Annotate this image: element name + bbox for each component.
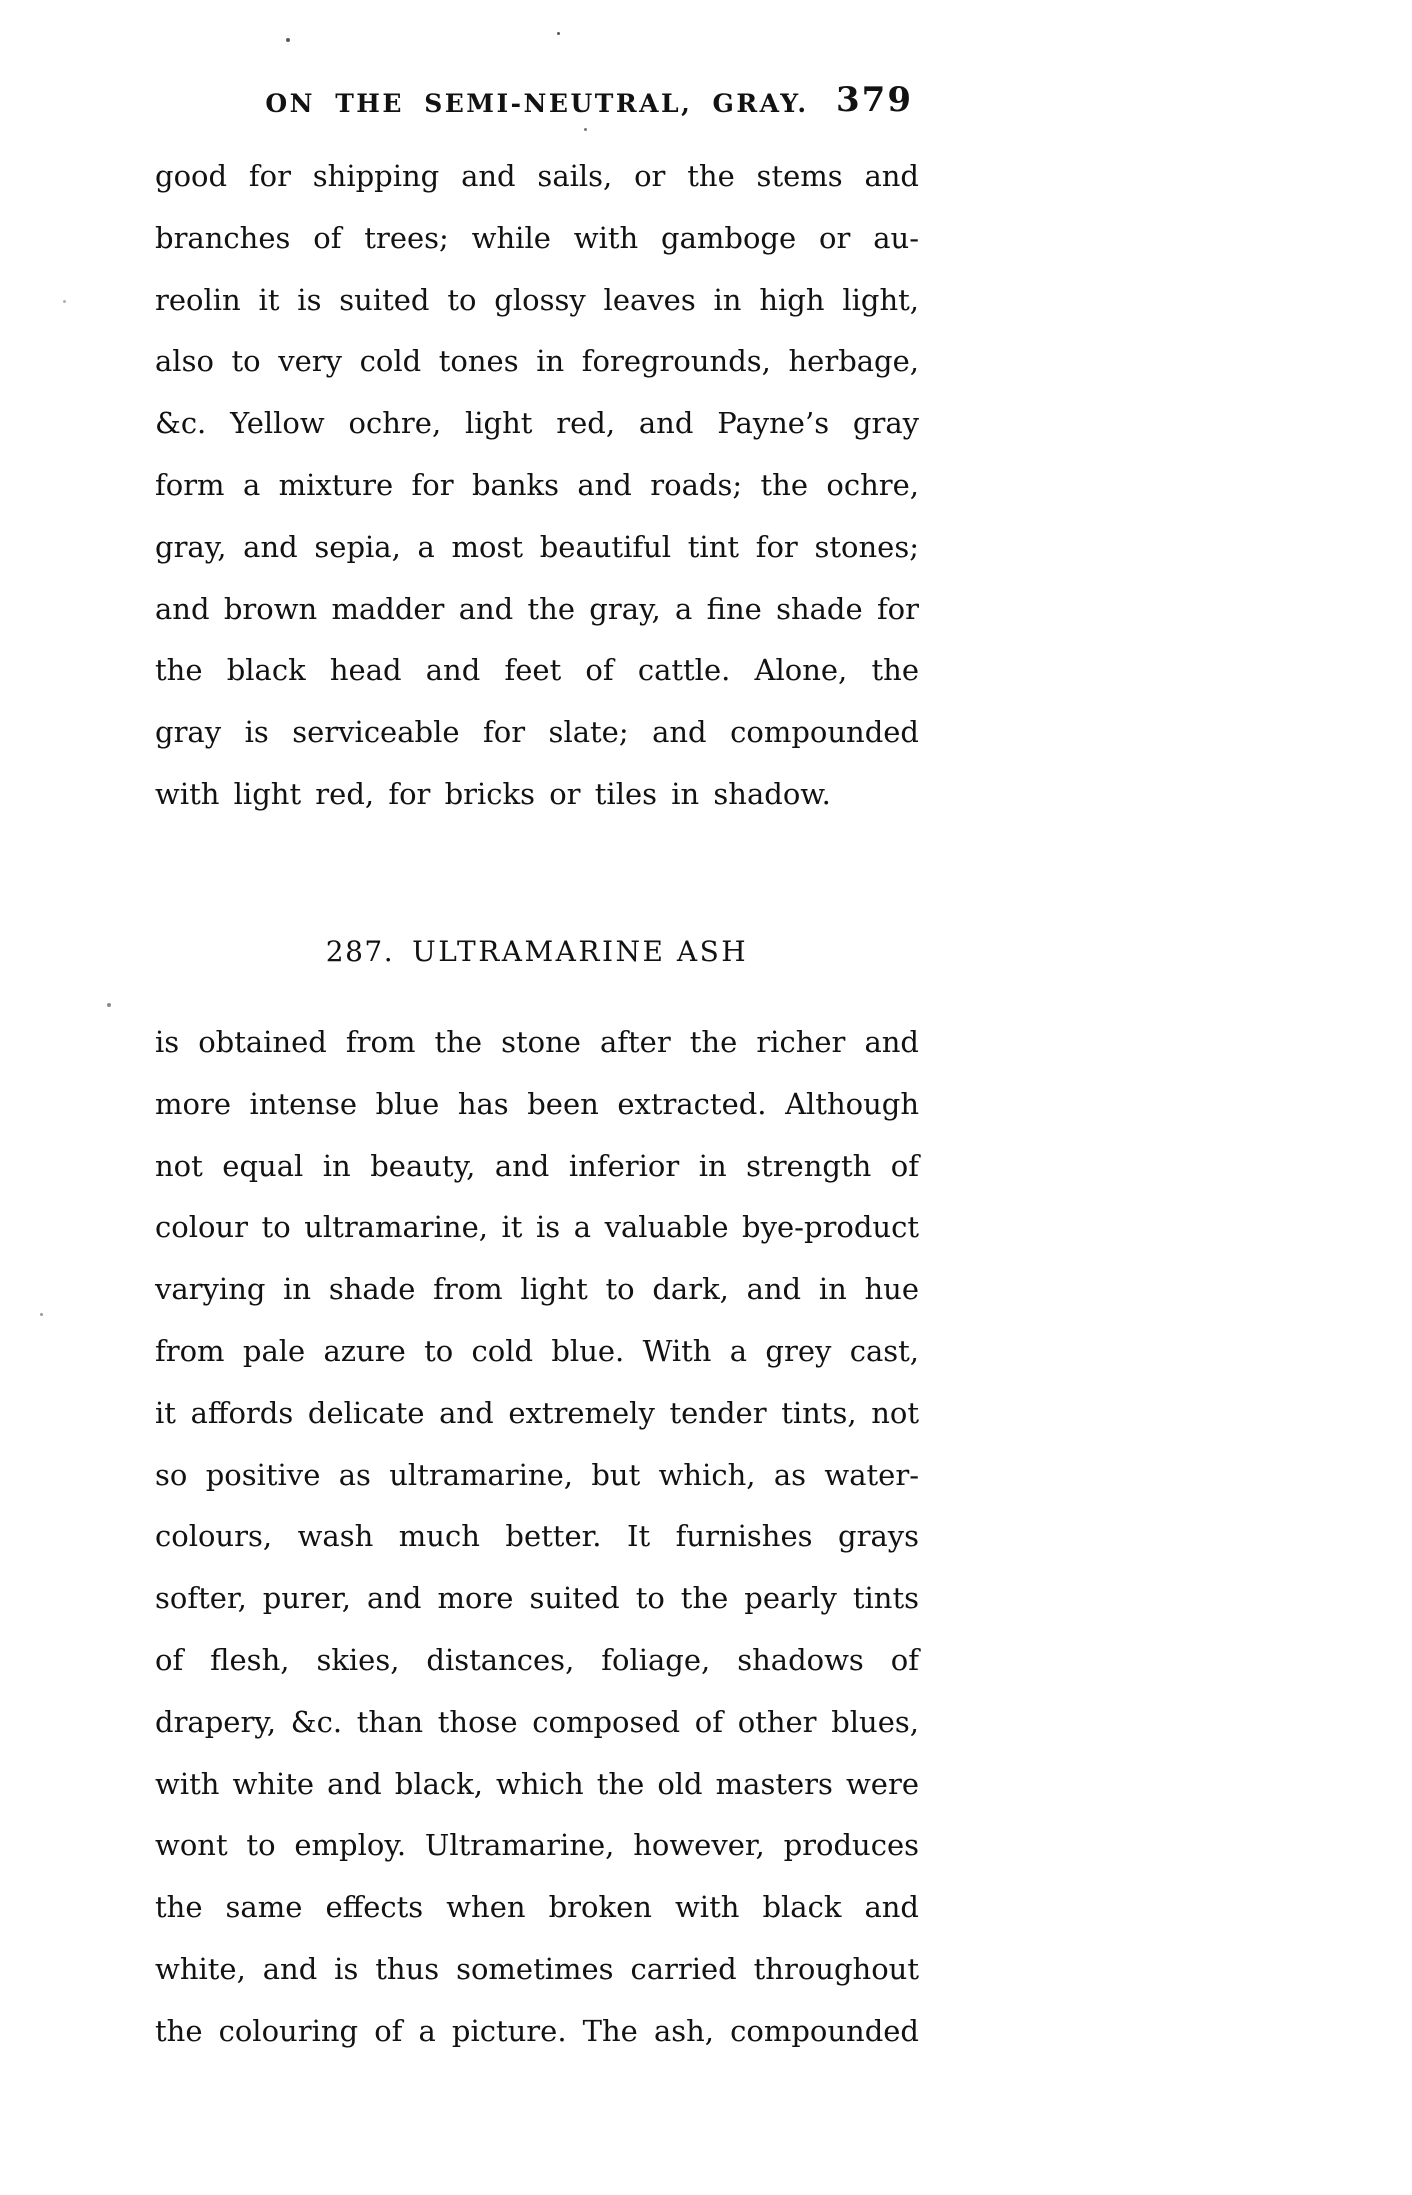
text-line: is obtained from the stone after the richer and	[155, 1025, 919, 1059]
paragraph-1	[155, 146, 919, 826]
text-line: of flesh, skies, distances, foliage, shadows of	[155, 1642, 919, 1677]
text-line: not equal in beauty, and inferior in strength of	[155, 1148, 919, 1183]
text-line: wont to employ. Ultramarine, however, produces	[155, 1828, 919, 1863]
scan-speck	[107, 1003, 111, 1007]
text-line: white, and is thus sometimes carried throughout	[155, 1951, 919, 1986]
text-line: the black head and feet of cattle. Alone, the	[155, 653, 919, 688]
text-line: so positive as ultramarine, but which, as water-	[155, 1457, 919, 1492]
text-line: the colouring of a picture. The ash, compounded	[155, 2013, 919, 2048]
page-number: 379	[836, 80, 913, 120]
scan-speck	[63, 300, 66, 303]
text-line: and brown madder and the gray, a fine shade for	[155, 591, 919, 626]
running-header	[155, 82, 919, 126]
text-line: the same effects when broken with black and	[155, 1890, 919, 1925]
text-line: with white and black, which the old masters were	[155, 1766, 919, 1801]
text-line: it affords delicate and extremely tender tints, not	[155, 1395, 919, 1430]
text-line: gray, and sepia, a most beautiful tint for stones;	[155, 529, 919, 564]
running-header-title: ON THE SEMI-NEUTRAL, GRAY.	[265, 89, 809, 118]
text-block	[155, 0, 919, 2195]
paragraph-2	[155, 1012, 919, 2063]
text-line: also to very cold tones in foregrounds, herbage,	[155, 344, 919, 379]
text-line: reolin it is suited to glossy leaves in high light,	[155, 282, 919, 317]
text-line: from pale azure to cold blue. With a grey cast,	[155, 1333, 919, 1368]
section-title: ULTRAMARINE ASH	[412, 935, 749, 968]
section-heading	[155, 928, 919, 976]
text-line: drapery, &c. than those composed of other blues,	[155, 1704, 919, 1739]
text-line: softer, purer, and more suited to the pearly tints	[155, 1581, 919, 1616]
text-line: varying in shade from light to dark, and in hue	[155, 1272, 919, 1307]
text-line: branches of trees; while with gamboge or au-	[155, 220, 919, 255]
text-line: &c. Yellow ochre, light red, and Payne’s gray	[155, 406, 919, 441]
text-line: form a mixture for banks and roads; the ochre,	[155, 467, 919, 502]
scan-speck	[40, 1313, 43, 1316]
text-line: gray is serviceable for slate; and compounded	[155, 715, 919, 750]
text-line: colour to ultramarine, it is a valuable bye-product	[155, 1210, 919, 1245]
text-line: good for shipping and sails, or the stems and	[155, 159, 919, 193]
section-number: 287.	[325, 935, 395, 968]
text-line: with light red, for bricks or tiles in shadow.	[155, 776, 831, 811]
text-line: more intense blue has been extracted. Although	[155, 1086, 919, 1121]
text-line: colours, wash much better. It furnishes grays	[155, 1519, 919, 1554]
